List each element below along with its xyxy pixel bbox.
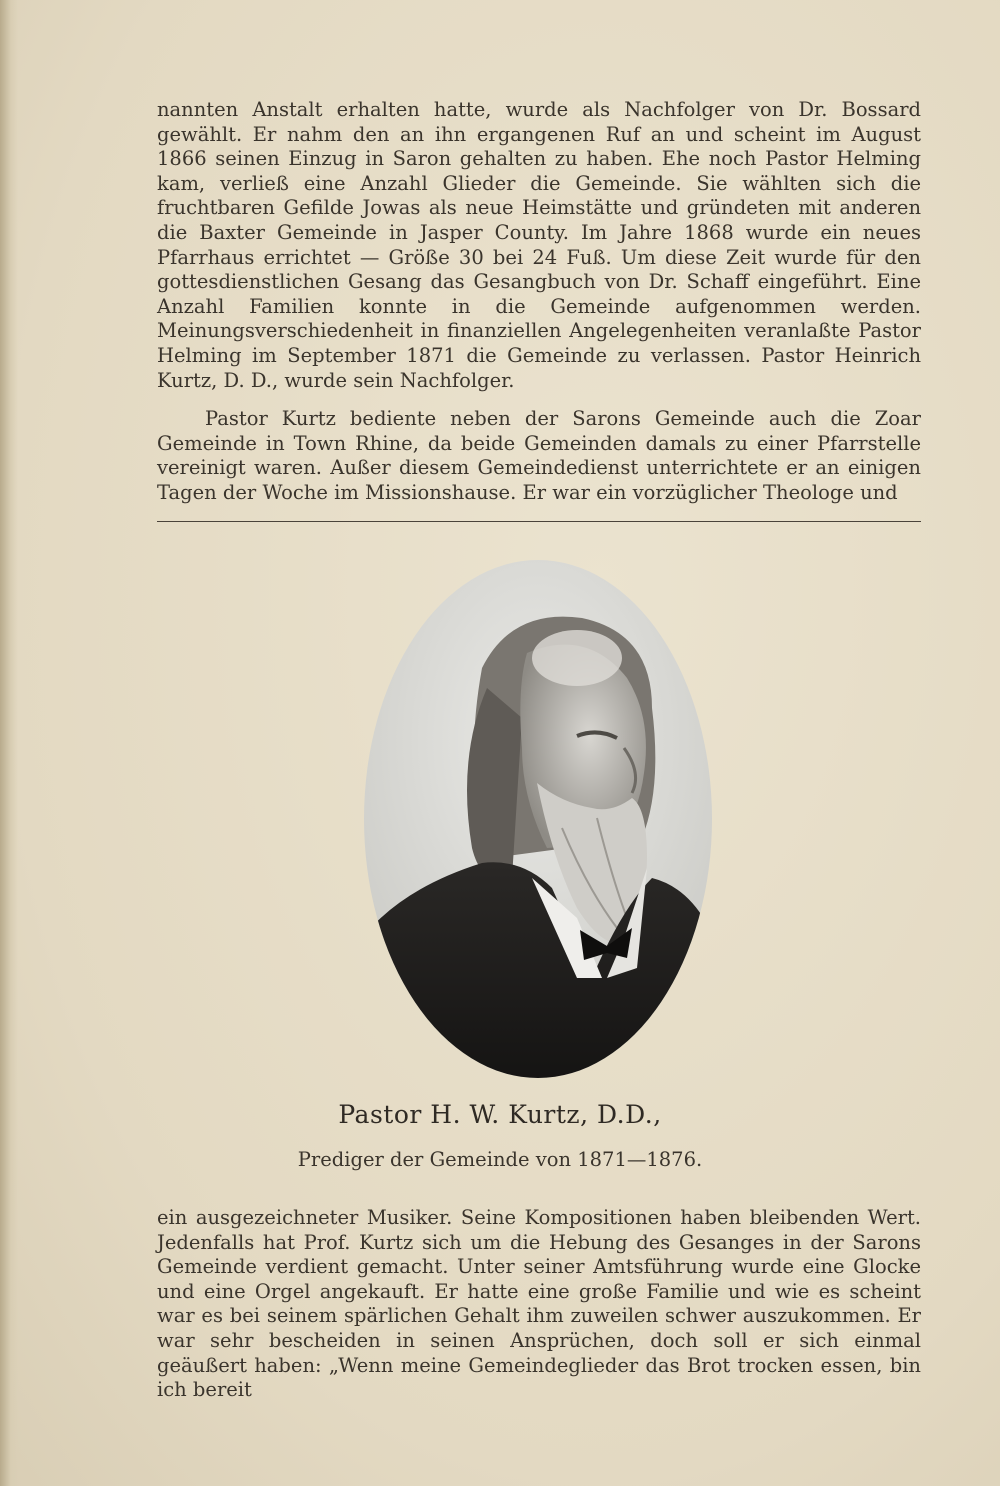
page-spine-shadow xyxy=(0,0,18,1486)
portrait-caption-name: Pastor H. W. Kurtz, D.D., xyxy=(338,1100,662,1129)
portrait-photo xyxy=(362,558,714,1080)
body-paragraph-2: Pastor Kurtz bediente neben der Sarons Gemeinde auch die Zoar Gemeinde in Town Rhine, da beide Gemeinden damals zu einer Pfarrstelle vereinigt waren. Außer diesem Gemeindedienst unterrichtete er an einigen Tagen der Woche im Missionshause. Er war ein vorzüglicher Theologe und xyxy=(157,407,921,504)
body-paragraph-3: ein ausgezeichneter Musiker. Seine Kompositionen haben bleibenden Wert. Jedenfalls hat Prof. Kurtz sich um die Hebung des Gesanges in der Sarons Gemeinde verdient gemacht. Unter seiner Amtsführung wurde eine Glocke und eine Orgel angekauft. Er hatte eine große Familie und wie es scheint war es bei seinem spärlichen Gehalt ihm zuweilen schwer auszukommen. Er war sehr bescheiden in seinen Ansprüchen, doch soll er sich einmal geäußert haben: „Wenn meine Gemeindeglieder das Brot trocken essen, bin ich bereit xyxy=(157,1206,921,1402)
section-divider xyxy=(157,521,921,522)
portrait-caption-subtitle: Prediger der Gemeinde von 1871—1876. xyxy=(297,1148,703,1171)
body-paragraph-1: nannten Anstalt erhalten hatte, wurde als Nachfolger von Dr. Bossard gewählt. Er nahm den an ihn ergangenen Ruf an und scheint im August 1866 seinen Einzug in Saron gehalten zu haben. Ehe noch Pastor Helming kam, verließ eine Anzahl Glieder die Gemeinde. Sie wählten sich die fruchtbaren Gefilde Jowas als neue Heimstätte und gründeten mit anderen die Baxter Gemeinde in Jasper County. Im Jahre 1868 wurde ein neues Pfarrhaus errichtet — Größe 30 bei 24 Fuß. Um diese Zeit wurde für den gottesdienstlichen Gesang das Gesangbuch von Dr. Schaff eingeführt. Eine Anzahl Familien konnte in die Gemeinde aufgenommen werden. Meinungsverschiedenheit in finanziellen Angelegenheiten veranlaßte Pastor Helming im September 1871 die Gemeinde zu verlassen. Pastor Heinrich Kurtz, D. D., wurde sein Nachfolger. xyxy=(157,98,921,392)
